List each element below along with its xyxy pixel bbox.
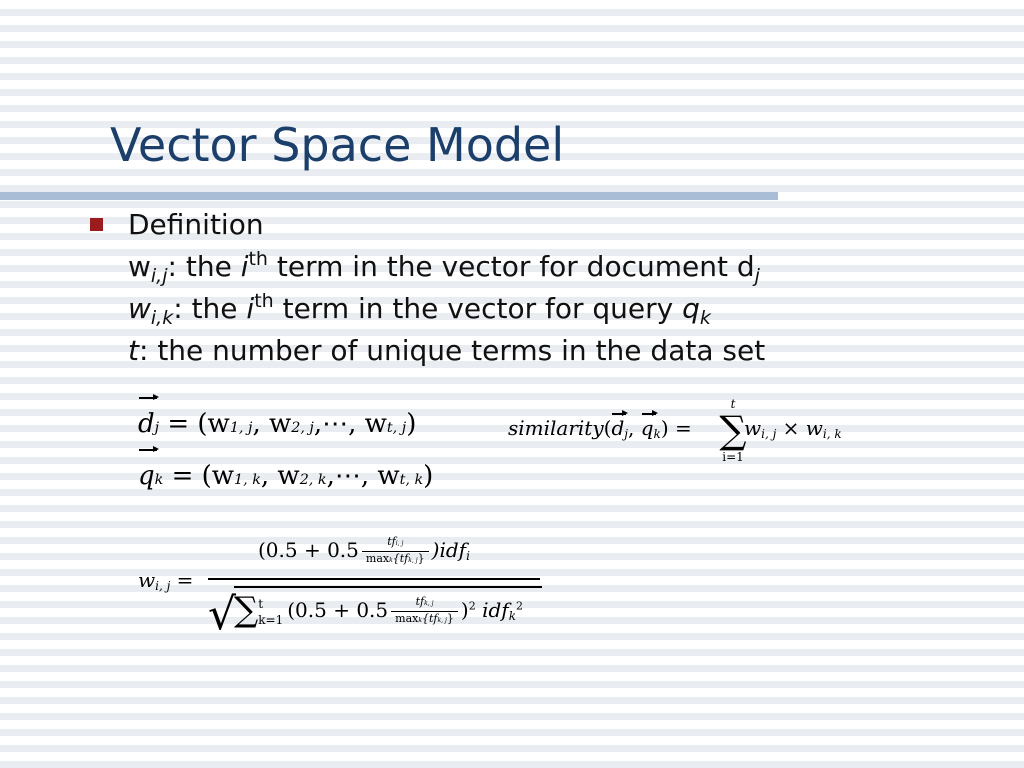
summation-symbol: t ∑ i=1 <box>719 397 747 464</box>
document-vector-formula: dj = (w1, j, w2, j,⋯, wt, j) <box>138 400 433 452</box>
denominator-summation-icon: ∑ <box>234 590 259 630</box>
bullet-square-icon <box>90 218 103 231</box>
tf-normalized-fraction-den: $\frac{\text{tfk, j}}{\text{maxk\{tfk, j\}}}$ <box>391 595 458 628</box>
vector-definitions <box>138 400 433 504</box>
weight-numerator: (0.5 + 0.5 $\frac{\text{tfi, j}}{\text{maxk\{tfk, j\}}}$ )idfi <box>258 535 470 568</box>
similarity-rhs: wi, j × wi, k <box>744 416 842 441</box>
similarity-formula <box>508 398 868 468</box>
slide-title: Vector Space Model <box>110 118 565 172</box>
definition-block <box>128 204 765 372</box>
tfidf-weight-formula <box>138 535 558 645</box>
definition-heading: Definition <box>128 208 264 241</box>
title-divider <box>0 192 778 200</box>
similarity-lhs: similarity(dj, qk) = <box>508 416 692 441</box>
tf-normalized-fraction: $\frac{\text{tfi, j}}{\text{maxk\{tfk, j\}}}$ <box>362 535 429 568</box>
main-fraction-bar <box>208 578 540 580</box>
square-root-bar <box>234 586 542 588</box>
definition-line-query: $w_{i,k}$: the $i^{th}$ term in the vector for query $q_k$ <box>128 290 711 329</box>
definition-line-terms: t: the number of unique terms in the data set <box>128 334 766 367</box>
weight-denominator: ∑ t k=1 (0.5 + 0.5 $\frac{\text{tfk, j}}{\text{maxk\{tfk, j\}}}$ )$^2$ idfk$^2$ <box>234 590 523 630</box>
query-vector-formula: qk = (w1, k, w2, k,⋯, wt, k) <box>138 452 433 504</box>
square-root-icon: √ <box>208 589 237 640</box>
weight-lhs: wi, j = <box>138 568 194 593</box>
definition-line-doc: $w_{i,j}$: the $i^{th}$ term in the vector for document $d_j$ <box>128 248 760 287</box>
